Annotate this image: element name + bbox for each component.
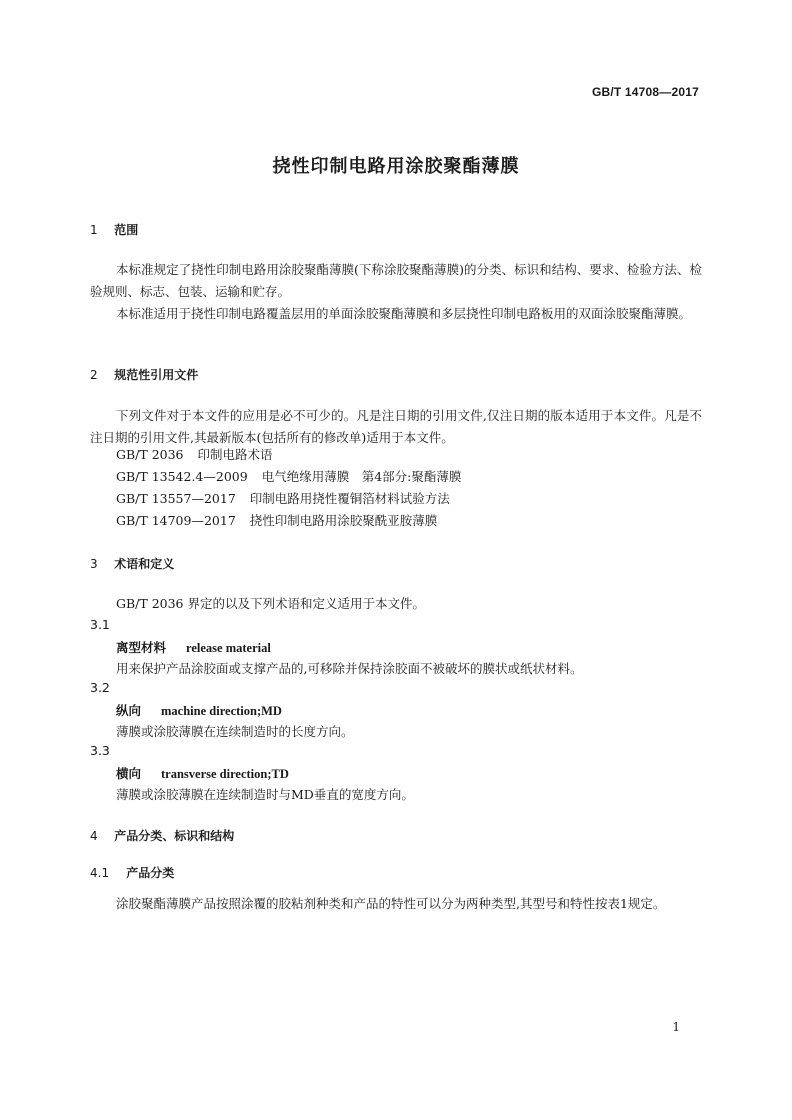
term-zh: 离型材料	[116, 640, 167, 655]
section-title: 产品分类、标识和结构	[114, 829, 235, 843]
reference-item	[116, 510, 437, 532]
section-number: 2	[90, 368, 98, 382]
reference-name: 印制电路术语	[197, 447, 273, 462]
classification-paragraph: 涂胶聚酯薄膜产品按照涂覆的胶粘剂种类和产品的特性可以分为两种类型,其型号和特性按表1规定。	[116, 896, 666, 911]
section-number: 3	[90, 557, 98, 571]
reference-code: GB/T 13542.4—2009	[116, 469, 248, 484]
scope-paragraph-1: 本标准规定了挠性印制电路用涂胶聚酯薄膜(下称涂胶聚酯薄膜)的分类、标识和结构、要求、检验方法、检验规则、标志、包装、运输和贮存。	[90, 262, 702, 299]
term-heading	[116, 638, 271, 656]
scope-paragraph-2: 本标准适用于挠性印制电路覆盖层用的单面涂胶聚酯薄膜和多层挠性印制电路板用的双面涂胶聚酯薄膜。	[116, 306, 692, 321]
reference-name: 电气绝缘用薄膜 第4部分:聚酯薄膜	[261, 469, 462, 484]
section-3-heading	[90, 555, 174, 572]
term-heading	[116, 701, 282, 719]
subsection-4-1-heading	[90, 864, 174, 881]
term-zh: 纵向	[116, 703, 142, 718]
section-2-heading	[90, 366, 198, 383]
section-title: 术语和定义	[114, 557, 175, 571]
term-en: transverse direction;TD	[161, 767, 289, 781]
term-number: 3.1	[90, 617, 110, 632]
section-1-heading	[90, 221, 138, 238]
reference-name: 挠性印制电路用涂胶聚酰亚胺薄膜	[249, 513, 438, 528]
section-title: 规范性引用文件	[114, 368, 199, 382]
reference-code: GB/T 2036	[116, 447, 184, 462]
subsection-title: 产品分类	[126, 866, 175, 880]
document-title: 挠性印制电路用涂胶聚酯薄膜	[272, 156, 520, 177]
standard-code: GB/T 14708—2017	[591, 85, 699, 99]
reference-item	[116, 488, 450, 510]
reference-item	[116, 444, 273, 466]
section-4-heading	[90, 827, 234, 844]
reference-code: GB/T 14709—2017	[116, 513, 236, 528]
subsection-number: 4.1	[90, 866, 110, 880]
term-number: 3.3	[90, 743, 110, 758]
term-en: release material	[186, 641, 271, 655]
term-heading	[116, 764, 289, 782]
term-number: 3.2	[90, 680, 110, 695]
section-title: 范围	[114, 223, 139, 237]
terms-intro: GB/T 2036 界定的以及下列术语和定义适用于本文件。	[116, 596, 425, 611]
section-number: 4	[90, 829, 98, 843]
term-definition: 用来保护产品涂胶面或支撑产品的,可移除并保持涂胶面不被破坏的膜状或纸状材料。	[116, 661, 583, 676]
page-number: 1	[672, 1020, 680, 1034]
references-intro: 下列文件对于本文件的应用是必不可少的。凡是注日期的引用文件,仅注日期的版本适用于本文件。凡是不注日期的引用文件,其最新版本(包括所有的修改单)适用于本文件。	[90, 408, 702, 445]
term-en: machine direction;MD	[161, 704, 282, 718]
reference-item	[116, 466, 461, 488]
term-definition: 薄膜或涂胶薄膜在连续制造时的长度方向。	[116, 724, 354, 739]
section-number: 1	[90, 223, 98, 237]
reference-name: 印制电路用挠性覆铜箔材料试验方法	[249, 491, 450, 506]
term-zh: 横向	[116, 766, 142, 781]
reference-code: GB/T 13557—2017	[116, 491, 236, 506]
term-definition: 薄膜或涂胶薄膜在连续制造时与MD垂直的宽度方向。	[116, 787, 414, 802]
